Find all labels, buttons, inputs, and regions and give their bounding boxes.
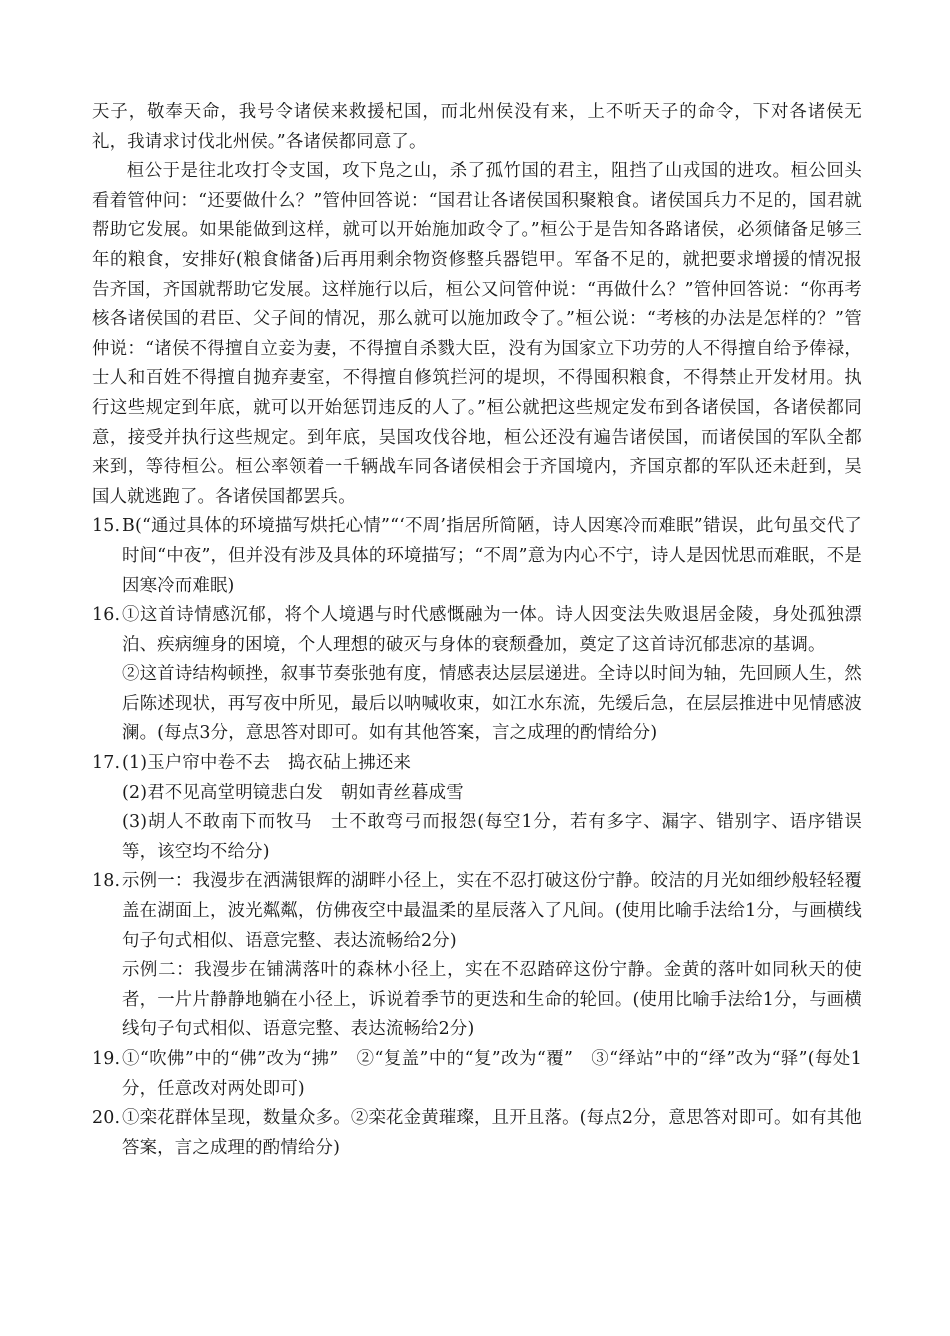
question-number: 17.: [92, 753, 121, 774]
answer-point-1: ①这首诗情感沉郁，将个人境遇与时代感慨融为一体。诗人因变法失败退居金陵，身处孤独漂泊、疾病缠身的困境，个人理想的破灭与身体的衰颓叠加，奠定了这首诗沉郁悲凉的基调。: [122, 605, 862, 655]
answer-16: [92, 601, 862, 749]
answer-20: [92, 1104, 862, 1163]
example-1: 示例一：我漫步在洒满银辉的湖畔小径上，实在不忍打破这份宁静。皎洁的月光如细纱般轻轻覆盖在湖面上，波光粼粼，仿佛夜空中最温柔的星辰落入了凡间。(使用比喻手法给1分，与画横线句子句式相似、语意完整、表达流畅给2分): [122, 871, 862, 951]
answer-line-1: (1)玉户帘中卷不去 捣衣砧上拂还来: [122, 753, 412, 774]
answer-line-3: (3)胡人不敢南下而牧马 士不敢弯弓而报怨(每空1分，若有多字、漏字、错别字、语序错误等，该空均不给分): [122, 812, 862, 862]
answer-document: [92, 98, 862, 1163]
answer-15: [92, 512, 862, 601]
question-number: 15.: [92, 516, 121, 537]
question-number: 20.: [92, 1108, 121, 1129]
answer-text: ①“吹佛”中的“佛”改为“拂” ②“复盖”中的“复”改为“覆” ③“绎站”中的“绎”改为“驿”(每处1分，任意改对两处即可): [122, 1049, 862, 1099]
passage-paragraph-1: 天子，敬奉天命，我号令诸侯来救援杞国，而北州侯没有来，上不听天子的命令，下对各诸侯无礼，我请求讨伐北州侯。”各诸侯都同意了。: [92, 102, 862, 152]
question-number: 16.: [92, 605, 121, 626]
answer-point-2: ②这首诗结构顿挫，叙事节奏张弛有度，情感表达层层递进。全诗以时间为轴，先回顾人生，然后陈述现状，再写夜中所见，最后以呐喊收束，如江水东流，先缓后急，在层层推进中见情感波澜。(每点3分，意思答对即可。如有其他答案，言之成理的酌情给分): [122, 664, 862, 744]
answer-19: [92, 1045, 862, 1104]
question-number: 19.: [92, 1049, 121, 1069]
answer-text: B(“通过具体的环境描写烘托心情”“‘不周’指居所简陋，诗人因寒冷而难眠”错误，此句虽交代了时间“中夜”，但并没有涉及具体的环境描写；“不周”意为内心不宁，诗人是因忧思而难眠，不是因寒冷而难眠): [122, 516, 862, 596]
answer-17: [92, 749, 862, 867]
example-2: 示例二：我漫步在铺满落叶的森林小径上，实在不忍踏碎这份宁静。金黄的落叶如同秋天的使者，一片片静静地躺在小径上，诉说着季节的更迭和生命的轮回。(使用比喻手法给1分，与画横线句子句式相似、语意完整、表达流畅给2分): [122, 960, 862, 1040]
passage-paragraph-2: 桓公于是往北攻打令支国，攻下凫之山，杀了孤竹国的君主，阻挡了山戎国的进攻。桓公回头看着管仲问：“还要做什么？”管仲回答说：“国君让各诸侯国积聚粮食。诸侯国兵力不足的，国君就帮助它发展。如果能做到这样，就可以开始施加政令了。”桓公于是告知各路诸侯，必须储备足够三年的粮食，安排好(粮食储备)后再用剩余物资修整兵器铠甲。军备不足的，就把要求增援的情况报告齐国，齐国就帮助它发展。这样施行以后，桓公又问管仲说：“再做什么？”管仲回答说：“你再考核各诸侯国的君臣、父子间的情况，那么就可以施加政令了。”桓公说：“考核的办法是怎样的？”管仲说：“诸侯不得擅自立妾为妻，不得擅自杀戮大臣，没有为国家立下功劳的人不得擅自给予俸禄，士人和百姓不得擅自抛弃妻室，不得擅自修筑拦河的堤坝，不得囤积粮食，不得禁止开发材用。执行这些规定到年底，就可以开始惩罚违反的人了。”桓公就把这些规定发布到各诸侯国，各诸侯都同意，接受并执行这些规定。到年底，吴国攻伐谷地，桓公还没有遍告诸侯国，而诸侯国的军队全都来到，等待桓公。桓公率领着一千辆战车同各诸侯相会于齐国境内，齐国京都的军队还未赶到，吴国人就逃跑了。各诸侯国都罢兵。: [92, 161, 862, 507]
answer-line-2: (2)君不见高堂明镜悲白发 朝如青丝暮成雪: [122, 782, 464, 803]
answer-18: [92, 867, 862, 1045]
answer-text: ①栾花群体呈现，数量众多。②栾花金黄璀璨，且开且落。(每点2分，意思答对即可。如有其他答案，言之成理的酌情给分): [122, 1108, 862, 1158]
question-number: 18.: [92, 871, 121, 892]
